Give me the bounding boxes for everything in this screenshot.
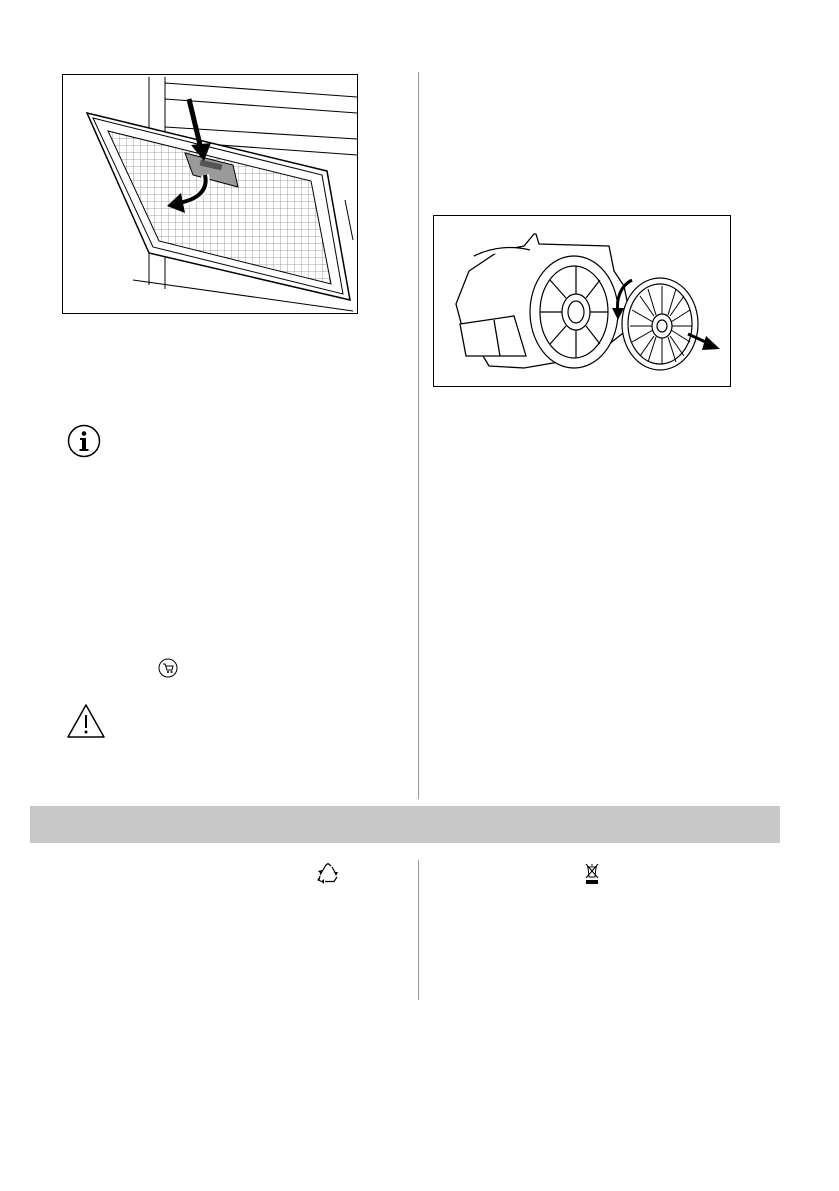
charcoal-filter bbox=[622, 278, 698, 370]
shop-cart-icon bbox=[158, 658, 178, 678]
impeller bbox=[530, 256, 618, 368]
grease-filter-illustration bbox=[62, 74, 358, 314]
column-divider-bottom bbox=[418, 860, 419, 1000]
column-divider-top bbox=[418, 72, 419, 799]
crossed-bin-icon bbox=[584, 863, 600, 885]
grease-filter-drawing bbox=[63, 75, 357, 313]
section-heading-band bbox=[30, 806, 780, 843]
charcoal-filter-illustration bbox=[433, 215, 731, 387]
charcoal-filter-drawing bbox=[434, 216, 730, 386]
warning-icon bbox=[66, 703, 106, 739]
recycle-icon bbox=[316, 862, 340, 884]
info-icon bbox=[67, 424, 101, 458]
